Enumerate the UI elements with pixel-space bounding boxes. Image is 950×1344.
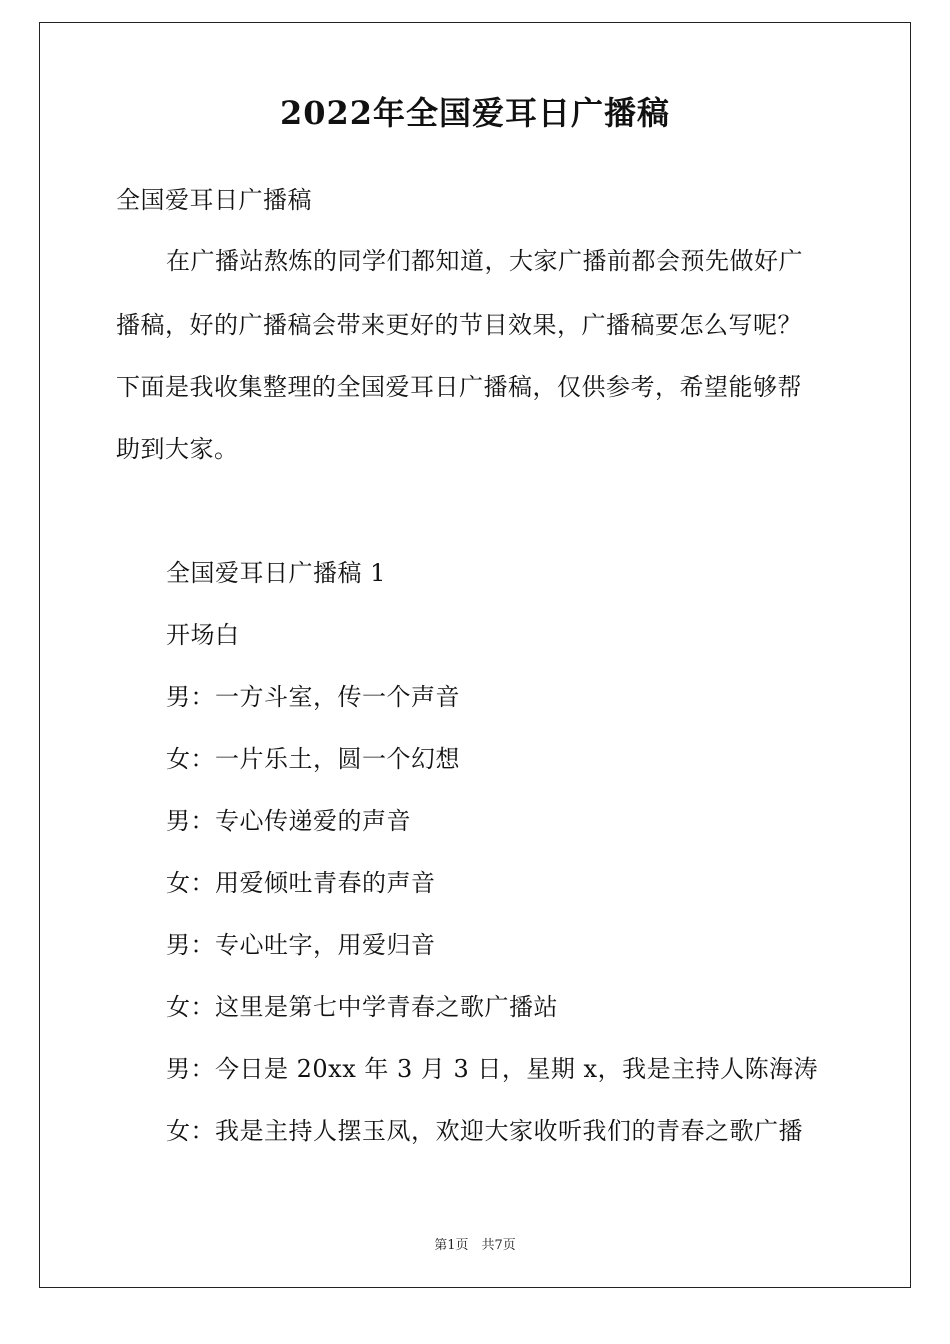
dialogue-line: 女：这里是第七中学青春之歌广播站 <box>166 993 558 1021</box>
dialogue-line: 女：用爱倾吐青春的声音 <box>166 869 436 897</box>
section-label: 开场白 <box>166 621 240 649</box>
dialogue-line: 男：今日是 20xx 年 3 月 3 日，星期 x，我是主持人陈海涛 <box>166 1055 819 1083</box>
page-footer: 第1页 共7页 <box>434 1238 516 1253</box>
intro-paragraph-line: 助到大家。 <box>116 435 239 463</box>
document-title: 2022年全国爱耳日广播稿 <box>279 94 671 132</box>
intro-paragraph-line: 下面是我收集整理的全国爱耳日广播稿，仅供参考，希望能够帮 <box>116 373 802 401</box>
dialogue-line: 女：我是主持人摆玉凤，欢迎大家收听我们的青春之歌广播 <box>166 1117 803 1145</box>
intro-paragraph-line: 在广播站熬炼的同学们都知道，大家广播前都会预先做好广 <box>166 247 803 275</box>
section-heading: 全国爱耳日广播稿 1 <box>166 559 386 587</box>
document-subtitle: 全国爱耳日广播稿 <box>116 186 312 214</box>
dialogue-line: 男：专心吐字，用爱归音 <box>166 931 436 959</box>
intro-paragraph-line: 播稿，好的广播稿会带来更好的节目效果，广播稿要怎么写呢？ <box>116 311 802 339</box>
dialogue-line: 女：一片乐土，圆一个幻想 <box>166 745 460 773</box>
dialogue-line: 男：一方斗室，传一个声音 <box>166 683 460 711</box>
dialogue-line: 男：专心传递爱的声音 <box>166 807 411 835</box>
